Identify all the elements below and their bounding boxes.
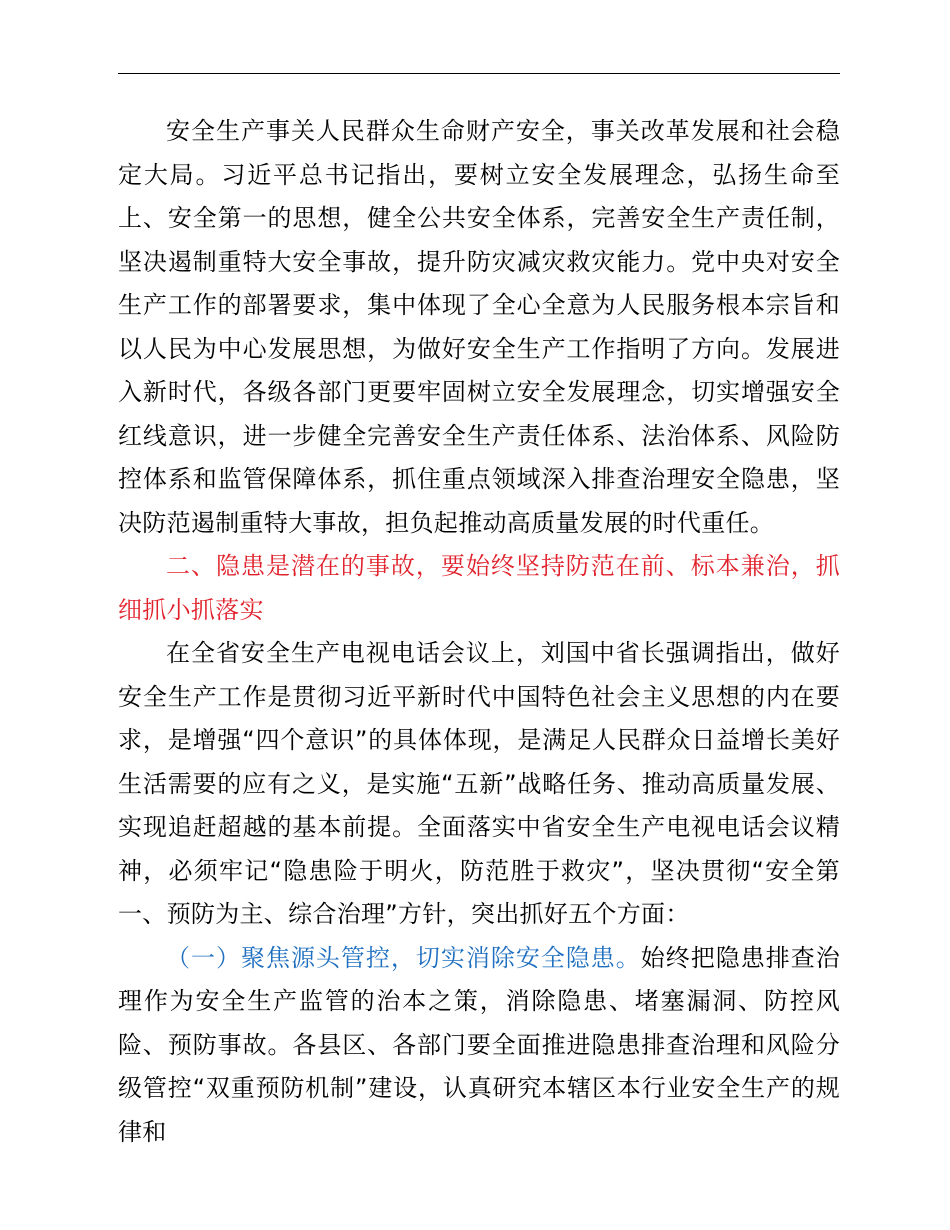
subheading-source-control: （一）聚焦源头管控，切实消除安全隐患。 bbox=[166, 943, 641, 972]
section-heading-2: 二、隐患是潜在的事故，要始终坚持防范在前、标本兼治，抓细抓小抓落实 bbox=[118, 552, 840, 624]
paragraph-source-control bbox=[118, 937, 840, 1155]
paragraph-source-control-text: 始终把隐患排查治理作为安全生产监管的治本之策，消除隐患、堵塞漏洞、防控风险、预防事故。各县区、各部门要全面推进隐患排查治理和风险分级管控“双重预防机制”建设，认真研究本辖区本行业安全生产的规律和 bbox=[118, 943, 840, 1146]
paragraph-provincial-meeting: 在全省安全生产电视电话会议上，刘国中省长强调指出，做好安全生产工作是贯彻习近平新时代中国特色社会主义思想的内在要求，是增强“四个意识”的具体体现，是满足人民群众日益增长美好生活需要的应有之义，是实施“五新”战略任务、推动高质量发展、实现追赶超越的基本前提。全面落实中省安全生产电视电话会议精神，必须牢记“隐患险于明火，防范胜于救灾”，坚决贯彻“安全第一、预防为主、综合治理”方针，突出抓好五个方面： bbox=[118, 639, 840, 928]
paragraph-safety-importance: 安全生产事关人民群众生命财产安全，事关改革发展和社会稳定大局。习近平总书记指出，要树立安全发展理念，弘扬生命至上、安全第一的思想，健全公共安全体系，完善安全生产责任制，坚决遏制重特大安全事故，提升防灾减灾救灾能力。党中央对安全生产工作的部署要求，集中体现了全心全意为人民服务根本宗旨和以人民为中心发展思想，为做好安全生产工作指明了方向。发展进入新时代，各级各部门更要牢固树立安全发展理念，切实增强安全红线意识，进一步健全完善安全生产责任体系、法治体系、风险防控体系和监管保障体系，抓住重点领域深入排查治理安全隐患，坚决防范遏制重特大事故，担负起推动高质量发展的时代重任。 bbox=[118, 117, 840, 537]
header-rule bbox=[118, 73, 840, 74]
document-body bbox=[118, 110, 840, 1154]
